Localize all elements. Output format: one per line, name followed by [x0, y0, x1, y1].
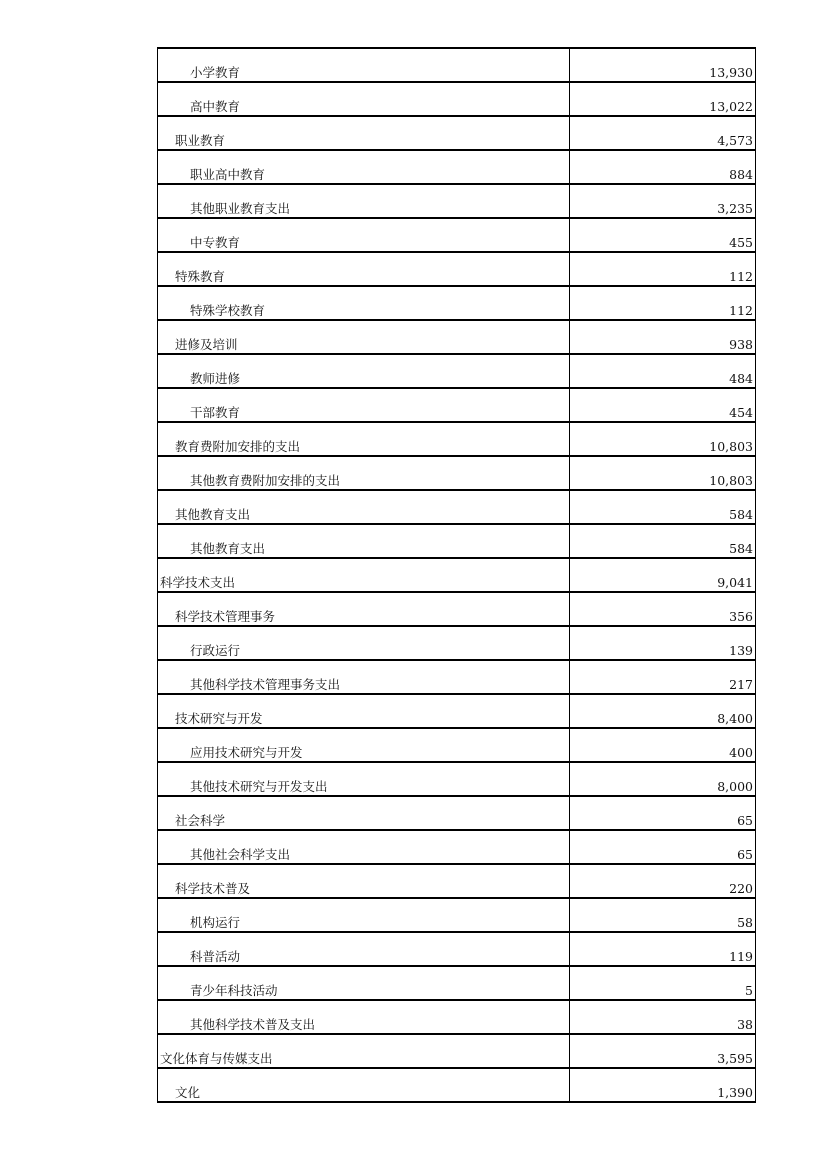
table-row: [158, 524, 756, 558]
budget-expenditure-table: [157, 47, 756, 1103]
table-row: [158, 1000, 756, 1034]
row-label-cell: [158, 898, 570, 932]
table-row: [158, 966, 756, 1000]
row-value-cell: [570, 1068, 756, 1102]
row-value-cell: [570, 558, 756, 592]
row-value: 220: [729, 881, 753, 896]
table-row: [158, 558, 756, 592]
row-value-cell: [570, 82, 756, 116]
row-value-cell: [570, 184, 756, 218]
row-value: 10,803: [709, 439, 753, 454]
table-row: [158, 762, 756, 796]
row-value-cell: [570, 864, 756, 898]
row-value: 584: [729, 541, 753, 556]
table-row: [158, 592, 756, 626]
table-row: [158, 252, 756, 286]
row-label-cell: [158, 796, 570, 830]
row-value-cell: [570, 422, 756, 456]
table-row: [158, 48, 756, 82]
table-row: [158, 320, 756, 354]
row-label: 教师进修: [190, 371, 241, 386]
row-value-cell: [570, 524, 756, 558]
row-label-cell: [158, 286, 570, 320]
row-value: 139: [729, 643, 753, 658]
table-row: [158, 150, 756, 184]
row-label: 职业教育: [175, 133, 226, 148]
row-label-cell: [158, 762, 570, 796]
row-label: 行政运行: [190, 643, 241, 658]
row-label-cell: [158, 1000, 570, 1034]
row-label-cell: [158, 1034, 570, 1068]
row-value: 454: [729, 405, 753, 420]
row-label-cell: [158, 830, 570, 864]
row-value: 356: [729, 609, 753, 624]
row-value: 1,390: [717, 1085, 753, 1100]
row-label: 应用技术研究与开发: [190, 745, 303, 760]
row-value: 484: [729, 371, 753, 386]
row-value-cell: [570, 252, 756, 286]
table-row: [158, 830, 756, 864]
row-label-cell: [158, 932, 570, 966]
row-label: 其他教育费附加安排的支出: [190, 473, 341, 488]
row-value: 13,930: [709, 65, 753, 80]
row-label: 科普活动: [190, 949, 241, 964]
row-label: 其他社会科学支出: [190, 847, 291, 862]
row-label-cell: [158, 694, 570, 728]
table-row: [158, 490, 756, 524]
row-label-cell: [158, 422, 570, 456]
row-label: 小学教育: [190, 65, 241, 80]
row-label: 特殊学校教育: [190, 303, 266, 318]
row-value: 3,595: [717, 1051, 753, 1066]
table-row: [158, 728, 756, 762]
table-body: [158, 48, 756, 1102]
row-label-cell: [158, 320, 570, 354]
row-label: 社会科学: [175, 813, 226, 828]
row-label: 科学技术管理事务: [175, 609, 276, 624]
row-value: 8,000: [717, 779, 753, 794]
row-value-cell: [570, 1000, 756, 1034]
row-label: 教育费附加安排的支出: [175, 439, 301, 454]
row-value: 119: [729, 949, 753, 964]
table-row: [158, 354, 756, 388]
row-label-cell: [158, 626, 570, 660]
row-value: 10,803: [709, 473, 753, 488]
row-value-cell: [570, 320, 756, 354]
row-value-cell: [570, 762, 756, 796]
row-label: 其他科学技术管理事务支出: [190, 677, 341, 692]
row-label: 机构运行: [190, 915, 241, 930]
row-label-cell: [158, 252, 570, 286]
row-label: 其他职业教育支出: [190, 201, 291, 216]
table-row: [158, 796, 756, 830]
row-label-cell: [158, 150, 570, 184]
row-value: 65: [737, 813, 753, 828]
row-label: 青少年科技活动: [190, 983, 278, 998]
row-label: 科学技术支出: [160, 575, 236, 590]
row-label: 科学技术普及: [175, 881, 251, 896]
row-value: 8,400: [717, 711, 753, 726]
row-label-cell: [158, 728, 570, 762]
row-label-cell: [158, 660, 570, 694]
row-label-cell: [158, 48, 570, 82]
row-label: 其他技术研究与开发支出: [190, 779, 328, 794]
row-value: 112: [729, 269, 753, 284]
row-value-cell: [570, 830, 756, 864]
row-label: 特殊教育: [175, 269, 226, 284]
row-label-cell: [158, 82, 570, 116]
row-label: 技术研究与开发: [175, 711, 263, 726]
row-value-cell: [570, 898, 756, 932]
row-value-cell: [570, 150, 756, 184]
row-value: 584: [729, 507, 753, 522]
table-row: [158, 184, 756, 218]
table-row: [158, 864, 756, 898]
table-row: [158, 388, 756, 422]
row-label: 文化: [175, 1085, 201, 1100]
row-value-cell: [570, 694, 756, 728]
row-value-cell: [570, 1034, 756, 1068]
row-label-cell: [158, 558, 570, 592]
table-row: [158, 116, 756, 150]
table-row: [158, 82, 756, 116]
row-value: 455: [729, 235, 753, 250]
row-value-cell: [570, 626, 756, 660]
row-label-cell: [158, 388, 570, 422]
row-value: 65: [737, 847, 753, 862]
row-label-cell: [158, 218, 570, 252]
row-value: 5: [745, 983, 753, 998]
row-label-cell: [158, 490, 570, 524]
row-value: 38: [737, 1017, 753, 1032]
row-label-cell: [158, 1068, 570, 1102]
row-label-cell: [158, 864, 570, 898]
row-label: 中专教育: [190, 235, 241, 250]
row-value: 884: [729, 167, 753, 182]
row-value: 58: [737, 915, 753, 930]
table-row: [158, 218, 756, 252]
row-label-cell: [158, 184, 570, 218]
table-row: [158, 1034, 756, 1068]
table-row: [158, 626, 756, 660]
row-value: 9,041: [717, 575, 753, 590]
table-row: [158, 694, 756, 728]
row-label-cell: [158, 116, 570, 150]
row-label-cell: [158, 966, 570, 1000]
row-value-cell: [570, 728, 756, 762]
row-value: 217: [729, 677, 753, 692]
row-value-cell: [570, 966, 756, 1000]
row-value-cell: [570, 592, 756, 626]
table-row: [158, 660, 756, 694]
row-label-cell: [158, 456, 570, 490]
row-value-cell: [570, 932, 756, 966]
row-label: 职业高中教育: [190, 167, 266, 182]
table-row: [158, 1068, 756, 1102]
row-value-cell: [570, 116, 756, 150]
row-label: 其他教育支出: [175, 507, 251, 522]
row-label-cell: [158, 592, 570, 626]
row-value-cell: [570, 354, 756, 388]
table-row: [158, 898, 756, 932]
row-value: 4,573: [717, 133, 753, 148]
row-value-cell: [570, 660, 756, 694]
table-row: [158, 422, 756, 456]
table-row: [158, 286, 756, 320]
row-value-cell: [570, 456, 756, 490]
row-label-cell: [158, 524, 570, 558]
row-value: 112: [729, 303, 753, 318]
row-label: 高中教育: [190, 99, 241, 114]
table-row: [158, 932, 756, 966]
row-value: 938: [729, 337, 753, 352]
row-value: 400: [729, 745, 753, 760]
row-label: 文化体育与传媒支出: [160, 1051, 273, 1066]
row-value: 13,022: [709, 99, 753, 114]
row-value: 3,235: [717, 201, 753, 216]
row-value-cell: [570, 218, 756, 252]
row-label: 其他教育支出: [190, 541, 266, 556]
row-value-cell: [570, 48, 756, 82]
row-value-cell: [570, 388, 756, 422]
row-value-cell: [570, 286, 756, 320]
row-label: 干部教育: [190, 405, 241, 420]
row-value-cell: [570, 490, 756, 524]
row-label: 进修及培训: [175, 337, 238, 352]
row-label-cell: [158, 354, 570, 388]
table-row: [158, 456, 756, 490]
row-value-cell: [570, 796, 756, 830]
row-label: 其他科学技术普及支出: [190, 1017, 316, 1032]
